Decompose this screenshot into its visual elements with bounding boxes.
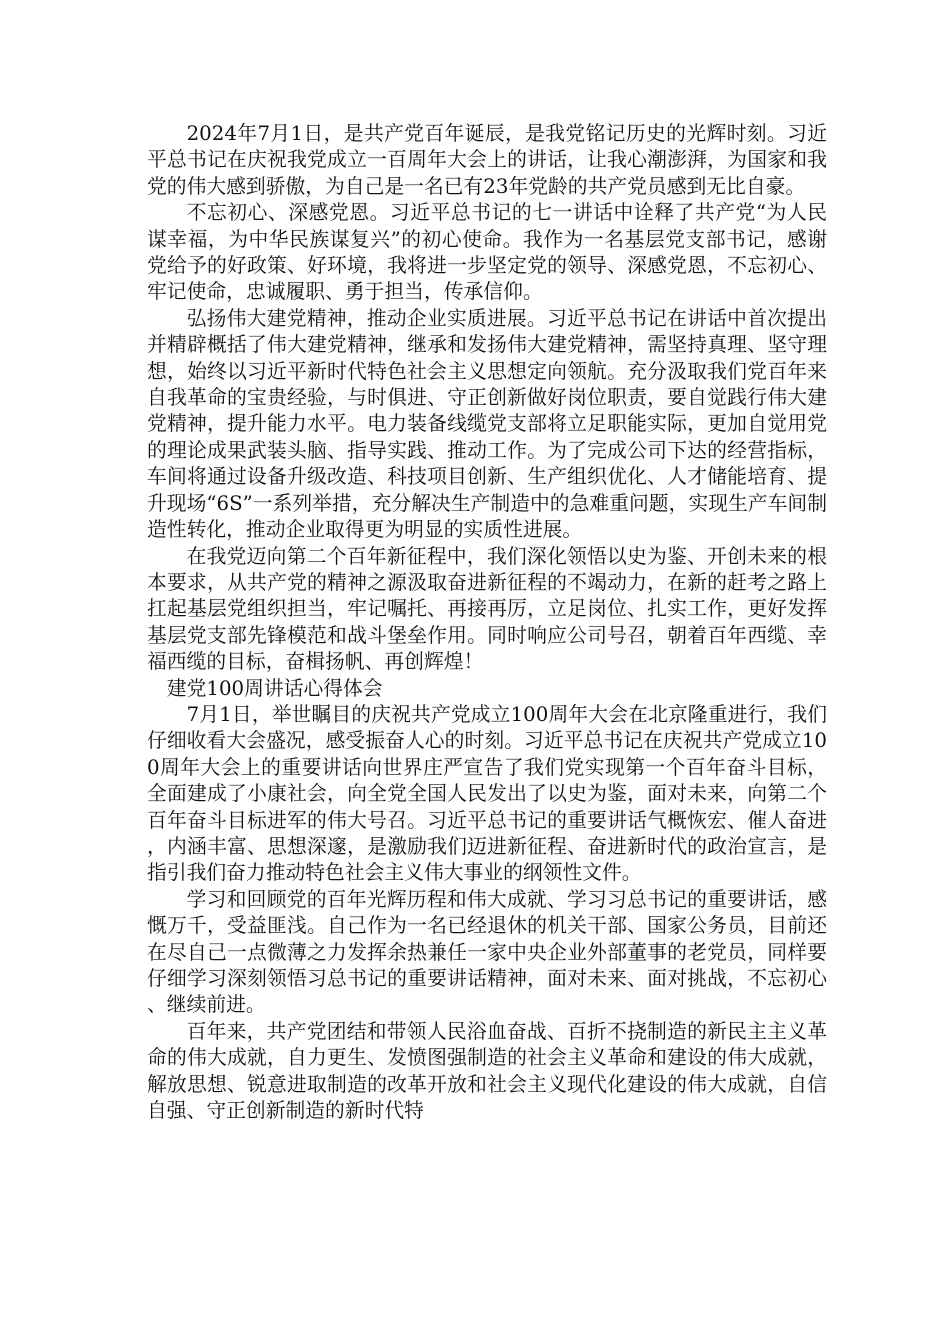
section-heading: 建党100周讲话心得体会 bbox=[166, 676, 383, 700]
paragraph-original-mission: 不忘初心、深感党恩。习近平总书记的七一讲话中诠释了共产党“为人民谋幸福，为中华民族谋复兴”的初心使命。我作为一名基层党支部书记，感谢党给予的好政策、好环境，我将进一步坚定党的领导、深感党恩，不忘初心、牢记使命，忠诚履职、勇于担当，传承信仰。 bbox=[147, 201, 827, 304]
paragraph-anniversary: 2024年7月1日，是共产党百年诞辰，是我党铭记历史的光辉时刻。习近平总书记在庆祝我党成立一百周年大会上的讲话，让我心潮澎湃，为国家和我党的伟大感到骄傲，为自己是一名已有23年党龄的共产党员感到无比自豪。 bbox=[147, 122, 827, 198]
paragraph-party-spirit: 弘扬伟大建党精神，推动企业实质进展。习近平总书记在讲话中首次提出并精辟概括了伟大建党精神，继承和发扬伟大建党精神，需坚持真理、坚守理想，始终以习近平新时代特色社会主义思想定向领航。充分汲取我们党百年来自我革命的宝贵经验，与时俱进、守正创新做好岗位职责，要自觉践行伟大建党精神，提升能力水平。电力装备线缆党支部将立足职能实际，更加自觉用党的理论成果武装头脑、指导实践、推动工作。为了完成公司下达的经营指标，车间将通过设备升级改造、科技项目创新、生产组织优化、人才储能培育、提升现场“6S”一系列举措，充分解决生产制造中的急难重问题，实现生产车间制造性转化，推动企业取得更为明显的实质性进展。 bbox=[147, 306, 827, 542]
document-page bbox=[147, 121, 827, 1124]
paragraph-july-first: 7月1日，举世瞩目的庆祝共产党成立100周年大会在北京隆重进行，我们仔细收看大会盛况，感受振奋人心的时刻。习近平总书记在庆祝共产党成立100周年大会上的重要讲话向世界庄严宣告了我们党实现第一个百年奋斗目标，全面建成了小康社会，向全党全国人民发出了以史为鉴，面对未来，向第二个百年奋斗目标进军的伟大号召。习近平总书记的重要讲话气概恢宏、催人奋进，内涵丰富、思想深邃，是激励我们迈进新征程、奋进新时代的政治宣言，是指引我们奋力推动特色社会主义伟大事业的纲领性文件。 bbox=[147, 702, 827, 885]
paragraph-new-journey: 在我党迈向第二个百年新征程中，我们深化领悟以史为鉴、开创未来的根本要求，从共产党的精神之源汲取奋进新征程的不竭动力，在新的赶考之路上扛起基层党组织担当，牢记嘱托、再接再厉，立足岗位、扎实工作，更好发挥基层党支部先锋模范和战斗堡垒作用。同时响应公司号召，朝着百年西缆、幸福西缆的目标，奋楫扬帆、再创辉煌！ bbox=[147, 544, 827, 674]
paragraph-century-achievements: 百年来，共产党团结和带领人民浴血奋战、百折不挠制造的新民主主义革命的伟大成就，自力更生、发愤图强制造的社会主义革命和建设的伟大成就，解放思想、锐意进取制造的改革开放和社会主义现代化建设的伟大成就，自信自强、守正创新制造的新时代特 bbox=[147, 1019, 827, 1123]
paragraph-review-history: 学习和回顾党的百年光辉历程和伟大成就、学习习总书记的重要讲话，感慨万千，受益匪浅。自己作为一名已经退休的机关干部、国家公务员，目前还在尽自己一点微薄之力发挥余热兼任一家中央企业外部董事的老党员，同样要仔细学习深刻领悟习总书记的重要讲话精神，面对未来、面对挑战，不忘初心、继续前进。 bbox=[147, 887, 827, 1017]
